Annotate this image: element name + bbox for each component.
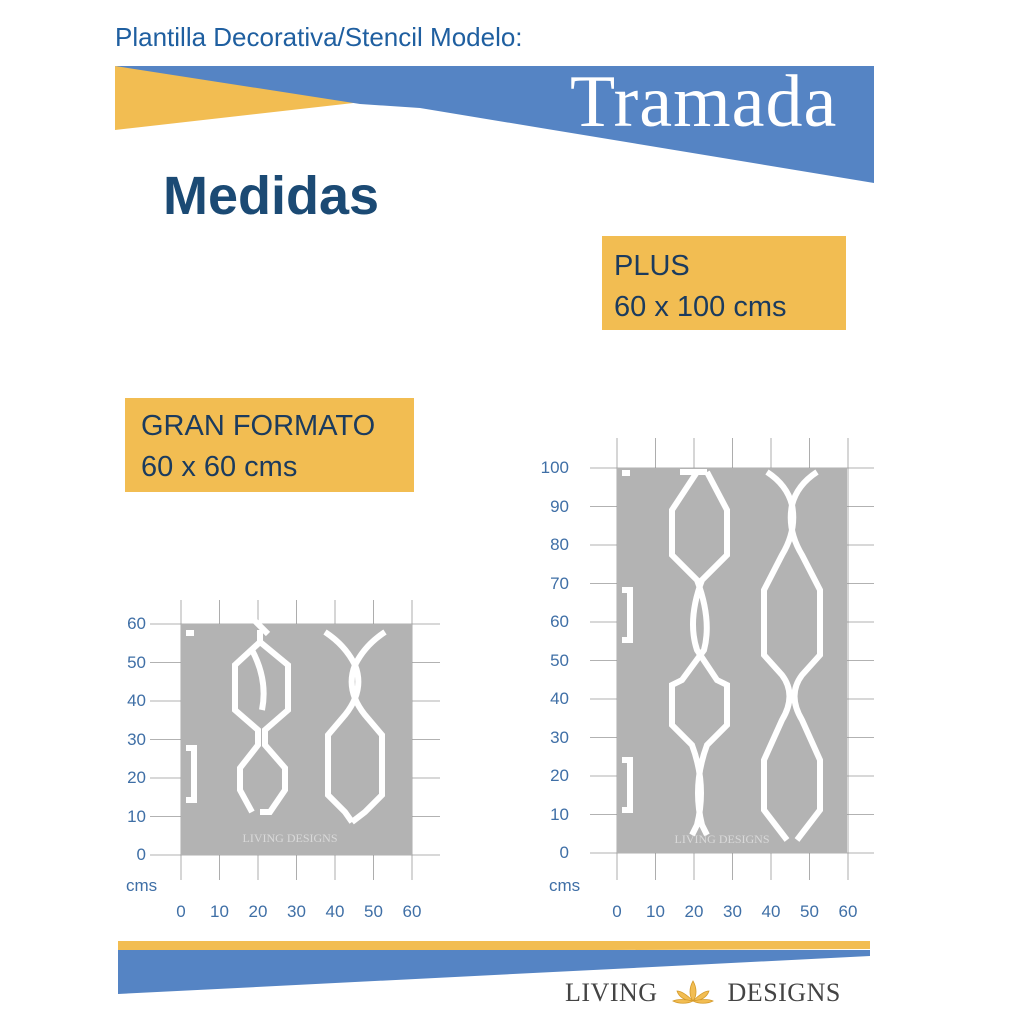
- logo-text-left: LIVING: [565, 978, 658, 1007]
- y-tick-label: 0: [136, 845, 146, 864]
- x-tick-label: 10: [210, 902, 229, 921]
- x-tick-label: 30: [287, 902, 306, 921]
- x-tick-label: 50: [800, 902, 819, 921]
- x-tick-label: 40: [761, 902, 781, 921]
- y-tick-label: 10: [550, 804, 569, 824]
- small-chart-unit: cms: [126, 876, 158, 895]
- x-tick-label: 60: [402, 902, 422, 921]
- x-tick-label: 10: [646, 902, 665, 921]
- large-chart-unit: cms: [549, 876, 581, 895]
- y-tick-label: 40: [550, 689, 569, 708]
- x-tick-label: 30: [723, 902, 742, 921]
- y-tick-label: 10: [127, 806, 146, 826]
- y-tick-label: 60: [127, 614, 146, 633]
- gran-format-size: 60 x 60 cms: [141, 451, 298, 483]
- stencil-size-chart-large: [512, 430, 1024, 880]
- y-tick-label: 90: [550, 496, 569, 516]
- watermark: LIVING DESIGNS: [242, 831, 338, 845]
- page-title: Tramada: [570, 61, 838, 143]
- plus-format-label: [602, 236, 846, 330]
- y-tick-label: 70: [550, 573, 569, 593]
- footer-bands: [0, 930, 1024, 1000]
- y-tick-label: 100: [540, 458, 569, 477]
- x-tick-label: 60: [838, 902, 858, 921]
- y-tick-label: 30: [550, 727, 569, 747]
- x-tick-label: 20: [248, 902, 268, 921]
- x-tick-label: 40: [325, 902, 345, 921]
- y-tick-label: 60: [550, 612, 569, 631]
- watermark: LIVING DESIGNS: [674, 832, 770, 846]
- brand-logo: [565, 978, 841, 1012]
- page-subtitle: Plantilla Decorativa/Stencil Modelo:: [115, 22, 523, 52]
- x-tick-label: 50: [364, 902, 383, 921]
- stencil-size-chart-small: [0, 590, 512, 880]
- section-heading: Medidas: [163, 166, 380, 226]
- x-tick-label: 20: [684, 902, 704, 921]
- y-tick-label: 0: [559, 843, 569, 862]
- lotus-icon: [671, 979, 715, 1012]
- x-tick-label: 0: [612, 902, 622, 921]
- y-tick-label: 50: [127, 652, 146, 672]
- stencil-sheet: [181, 624, 412, 855]
- plus-format-size: 60 x 100 cms: [614, 291, 787, 323]
- logo-text-right: DESIGNS: [727, 978, 841, 1007]
- gran-format-name: GRAN FORMATO: [141, 410, 376, 442]
- gran-format-label: [125, 398, 414, 492]
- y-tick-label: 30: [127, 729, 146, 749]
- y-tick-label: 80: [550, 535, 569, 554]
- y-tick-label: 20: [127, 768, 146, 787]
- y-tick-label: 20: [550, 766, 569, 785]
- y-tick-label: 40: [127, 691, 146, 710]
- x-tick-label: 0: [176, 902, 186, 921]
- y-tick-label: 50: [550, 650, 569, 670]
- plus-format-name: PLUS: [614, 250, 690, 282]
